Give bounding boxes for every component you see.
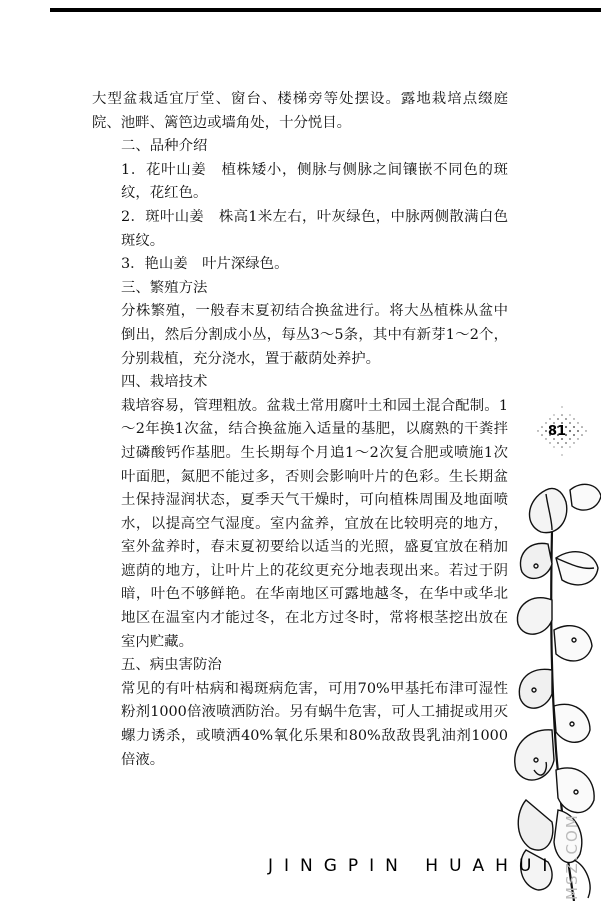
paragraph: 分株繁殖，一般春末夏初结合换盆进行。将大丛植株从盆中倒出，然后分割成小丛，每丛3～5条，其中有新芽1～2个，分别栽植，充分浇水，置于蔽荫处养护。 bbox=[121, 303, 508, 367]
list-item: 1．花叶山姜 植株矮小，侧脉与侧脉之间镶嵌不同色的斑纹，花红色。 bbox=[121, 161, 508, 202]
body-text bbox=[92, 88, 508, 772]
section-heading: 五、病虫害防治 bbox=[121, 657, 222, 674]
section-heading: 三、繁殖方法 bbox=[121, 279, 208, 296]
top-rule bbox=[50, 8, 601, 12]
list-item: 2．斑叶山姜 株高1米左右，叶灰绿色，中脉两侧散满白色斑纹。 bbox=[121, 208, 508, 249]
section-heading: 二、品种介绍 bbox=[121, 138, 208, 155]
footer-running-title: JINGPIN HUAHUI bbox=[268, 856, 559, 876]
section-heading: 四、栽培技术 bbox=[121, 374, 208, 391]
list-item: 3．艳山姜 叶片深绿色。 bbox=[121, 256, 289, 273]
paragraph: 常见的有叶枯病和褐斑病危害，可用70%甲基托布津可湿性粉剂1000倍液喷洒防治。另有蜗牛危害，可人工捕捉或用灭螺力诱杀，或喷洒40%氧化乐果和80%敌敌畏乳油剂1000倍液。 bbox=[121, 680, 508, 768]
paragraph: 大型盆栽适宜厅堂、窗台、楼梯旁等处摆设。露地栽培点缀庭院、池畔、篱笆边或墙角处，十分悦目。 bbox=[92, 91, 508, 131]
paragraph: 栽培容易，管理粗放。盆栽土常用腐叶土和园土混合配制。1～2年换1次盆，结合换盆施入适量的基肥，以腐熟的干粪拌过磷酸钙作基肥。生长期每个月追1～2次复合肥或喷施1次叶面肥，氮肥不能过多，否则会影响叶片的色彩。生长期盆土保持湿润状态，夏季天气干燥时，可向植株周围及地面喷水，以提高空气湿度。室内盆养，宜放在比较明亮的地方，室外盆养时，春末夏初要给以适当的光照，盛夏宜放在稍加遮荫的地方，让叶片上的花纹更充分地表现出来。若过于阴暗，叶色不够鲜艳。在华南地区可露地越冬，在华中或华北地区在温室内才能过冬，在北方过冬时，常将根茎挖出放在室内贮藏。 bbox=[121, 397, 508, 650]
watermark: MSZ.COM bbox=[563, 813, 581, 900]
page-number: 81 bbox=[548, 424, 567, 439]
